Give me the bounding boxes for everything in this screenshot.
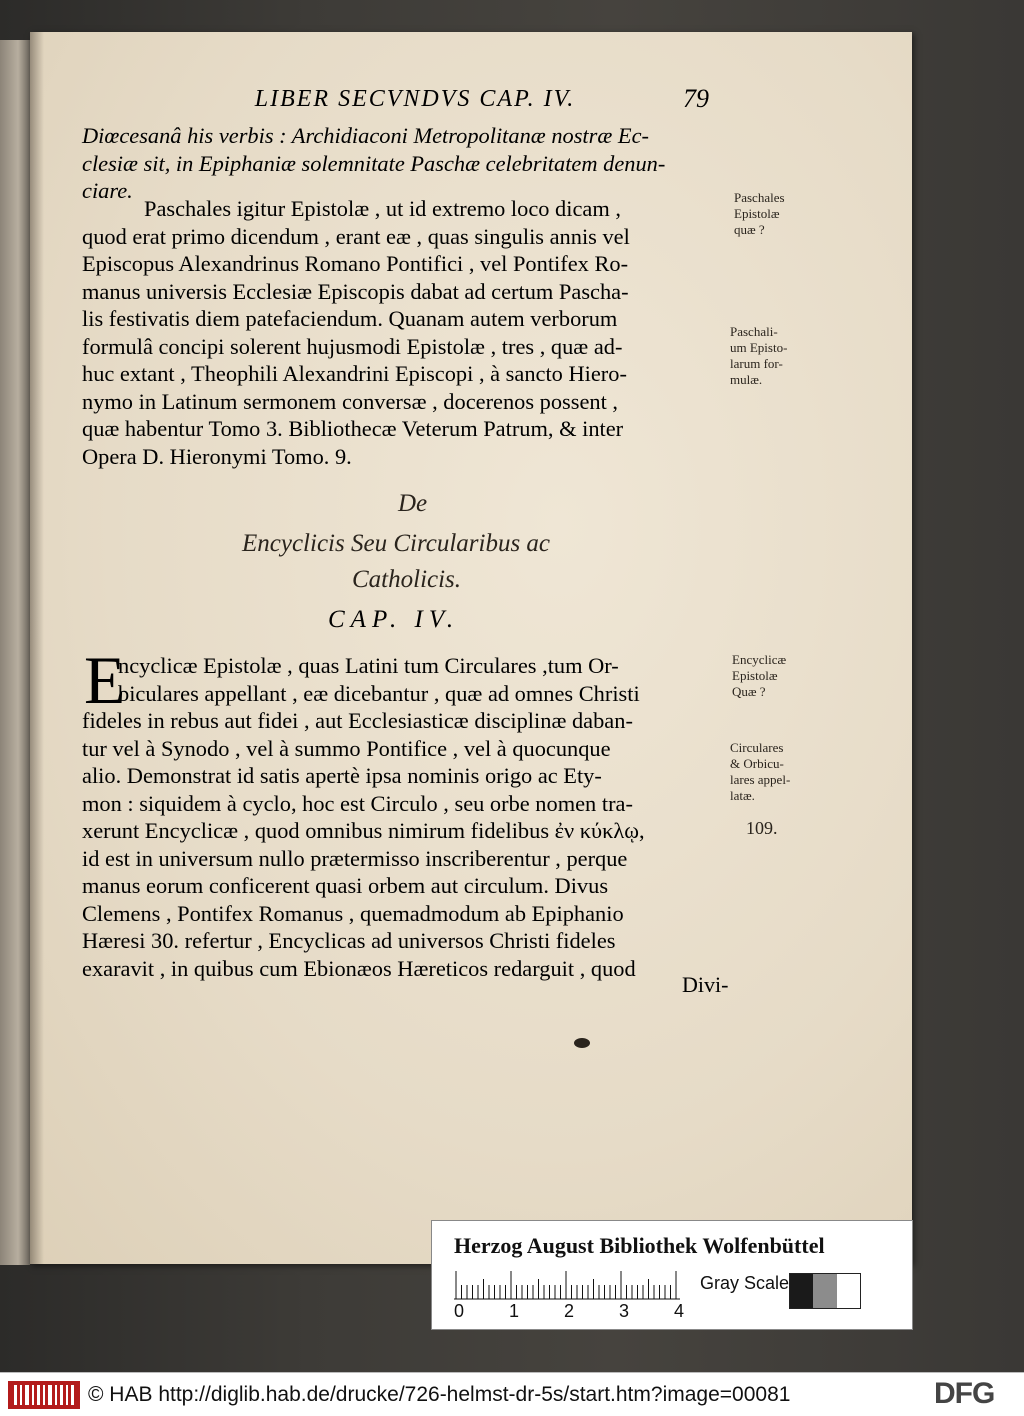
- text-line: biculares appellant , eæ dicebantur , quæ ad omnes Christi: [118, 680, 640, 706]
- swatch-light: [837, 1274, 860, 1308]
- text-line: ciare.: [82, 178, 133, 203]
- margin-note-line: & Orbicu-: [730, 756, 784, 771]
- barcode-icon: [8, 1381, 80, 1409]
- text-line: Diœcesanâ his verbis : Archidiaconi Metropolitanæ nostræ Ec-: [82, 123, 649, 148]
- text-line: Clemens , Pontifex Romanus , quemadmodum ab Epiphanio: [82, 900, 624, 926]
- section-heading-title: Encyclicis Seu Circularibus ac: [242, 530, 551, 557]
- text-line: tur vel à Synodo , vel à summo Pontifice , vel à quocunque: [82, 735, 611, 761]
- ruler-number: 4: [674, 1301, 685, 1321]
- ruler-number: 0: [454, 1301, 465, 1321]
- ink-blot-icon: [572, 1036, 592, 1050]
- text-line: formulâ concipi solerent hujusmodi Epistolæ , tres , quæ ad-: [82, 333, 623, 359]
- margin-note-line: Paschales: [734, 190, 785, 205]
- text-line: fideles in rebus aut fidei , aut Ecclesiasticæ disciplinæ daban-: [82, 708, 633, 733]
- section-heading-catholicis: Catholicis.: [352, 566, 462, 593]
- paragraph-paschales: [82, 195, 727, 470]
- text-line: nymo in Latinum sermonem conversæ , docerenos possent ,: [82, 388, 619, 414]
- margin-note-encyclicae: [732, 652, 786, 700]
- text-line: Episcopus Alexandrinus Romano Pontifici , vel Pontifex Ro-: [82, 251, 629, 276]
- margin-note-line: 109.: [746, 818, 778, 838]
- margin-note-line: quæ ?: [734, 222, 765, 237]
- text-line: lis festivatis diem patefaciendum. Quanam autem verborum: [82, 306, 618, 331]
- margin-note-109: [746, 820, 778, 836]
- drop-cap: E: [84, 642, 126, 718]
- text-line: xerunt Encyclicæ , quod omnibus nimirum fidelibus ἐν κύκλῳ,: [82, 818, 645, 843]
- text-line: quæ habentur Tomo 3. Bibliothecæ Veterum Patrum, & inter: [82, 416, 624, 441]
- dfg-logo: DFG: [934, 1377, 995, 1410]
- text-line: Paschales igitur Epistolæ , ut id extremo loco dicam ,: [144, 196, 621, 221]
- margin-note-line: Quæ ?: [732, 684, 766, 699]
- ruler-scale: [454, 1269, 694, 1301]
- margin-note-formulae: [730, 324, 787, 388]
- text-line: quod erat primo dicendum , erant eæ , quas singulis annis vel: [82, 223, 630, 249]
- margin-note-paschales: [734, 190, 785, 238]
- previous-page-edge: [0, 40, 30, 1265]
- copyright-url[interactable]: © HAB http://diglib.hab.de/drucke/726-helmst-dr-5s/start.htm?image=00081: [88, 1383, 791, 1406]
- text-line: id est in universum nullo prætermisso inscriberentur , perque: [82, 845, 628, 871]
- ruler-number: 1: [509, 1301, 520, 1321]
- text-line: clesiæ sit, in Epiphaniæ solemnitate Paschæ celebritatem denun-: [82, 150, 666, 176]
- text-line: alio. Demonstrat id satis apertè ipsa nominis origo ac Ety-: [82, 763, 602, 788]
- section-heading-de: De: [398, 490, 428, 517]
- text-line: Hæresi 30. refertur , Encyclicas ad universos Christi fideles: [82, 928, 616, 953]
- intro-text: [82, 122, 727, 205]
- margin-note-line: Epistolæ: [734, 206, 780, 221]
- margin-note-line: Encyclicæ: [732, 652, 787, 667]
- library-name: Herzog August Bibliothek Wolfenbüttel: [454, 1233, 825, 1258]
- text-line: ncyclicæ Epistolæ , quas Latini tum Circulares ,tum Or-: [118, 653, 619, 678]
- running-head: LIBER SECVNDVS CAP. IV.: [254, 86, 576, 112]
- text-line: mon : siquidem à cyclo, hoc est Circulo , seu orbe nomen tra-: [82, 790, 633, 816]
- margin-note-line: lares appel-: [730, 772, 791, 787]
- margin-note-circulares: [730, 740, 790, 804]
- margin-note-line: Paschali-: [730, 324, 778, 339]
- gray-scale-label: Gray Scale: [700, 1273, 790, 1293]
- page-gutter-shadow: [30, 32, 44, 1264]
- margin-note-line: um Episto-: [730, 340, 788, 355]
- text-line: manus eorum conficerent quasi orbem aut circulum. Divus: [82, 873, 609, 898]
- footer-bar: [0, 1372, 1024, 1416]
- page-number: 79: [683, 84, 709, 113]
- text-line: exaravit , in quibus cum Ebionæos Hæreticos redarguit , quod: [82, 955, 636, 981]
- text-line: Opera D. Hieronymi Tomo. 9.: [82, 443, 352, 469]
- text-line: huc extant , Theophili Alexandrini Episcopi , à sancto Hiero-: [82, 361, 627, 386]
- margin-note-line: latæ.: [730, 788, 755, 803]
- ruler-number: 3: [619, 1301, 630, 1321]
- swatch-mid: [813, 1274, 836, 1308]
- library-label: [431, 1220, 913, 1330]
- swatch-dark: [790, 1274, 813, 1308]
- margin-note-line: mulæ.: [730, 372, 763, 387]
- margin-note-line: Epistolæ: [732, 668, 778, 683]
- text-line: manus universis Ecclesiæ Episcopis dabat ad certum Pascha-: [82, 278, 629, 304]
- paragraph-encyclicae: [82, 642, 727, 982]
- margin-note-line: larum for-: [730, 356, 783, 371]
- ruler-number: 2: [564, 1301, 575, 1321]
- chapter-heading: CAP. IV.: [328, 606, 460, 633]
- margin-note-line: Circulares: [730, 740, 784, 755]
- gray-scale-swatches: [789, 1273, 861, 1309]
- catchword: Divi-: [682, 972, 729, 997]
